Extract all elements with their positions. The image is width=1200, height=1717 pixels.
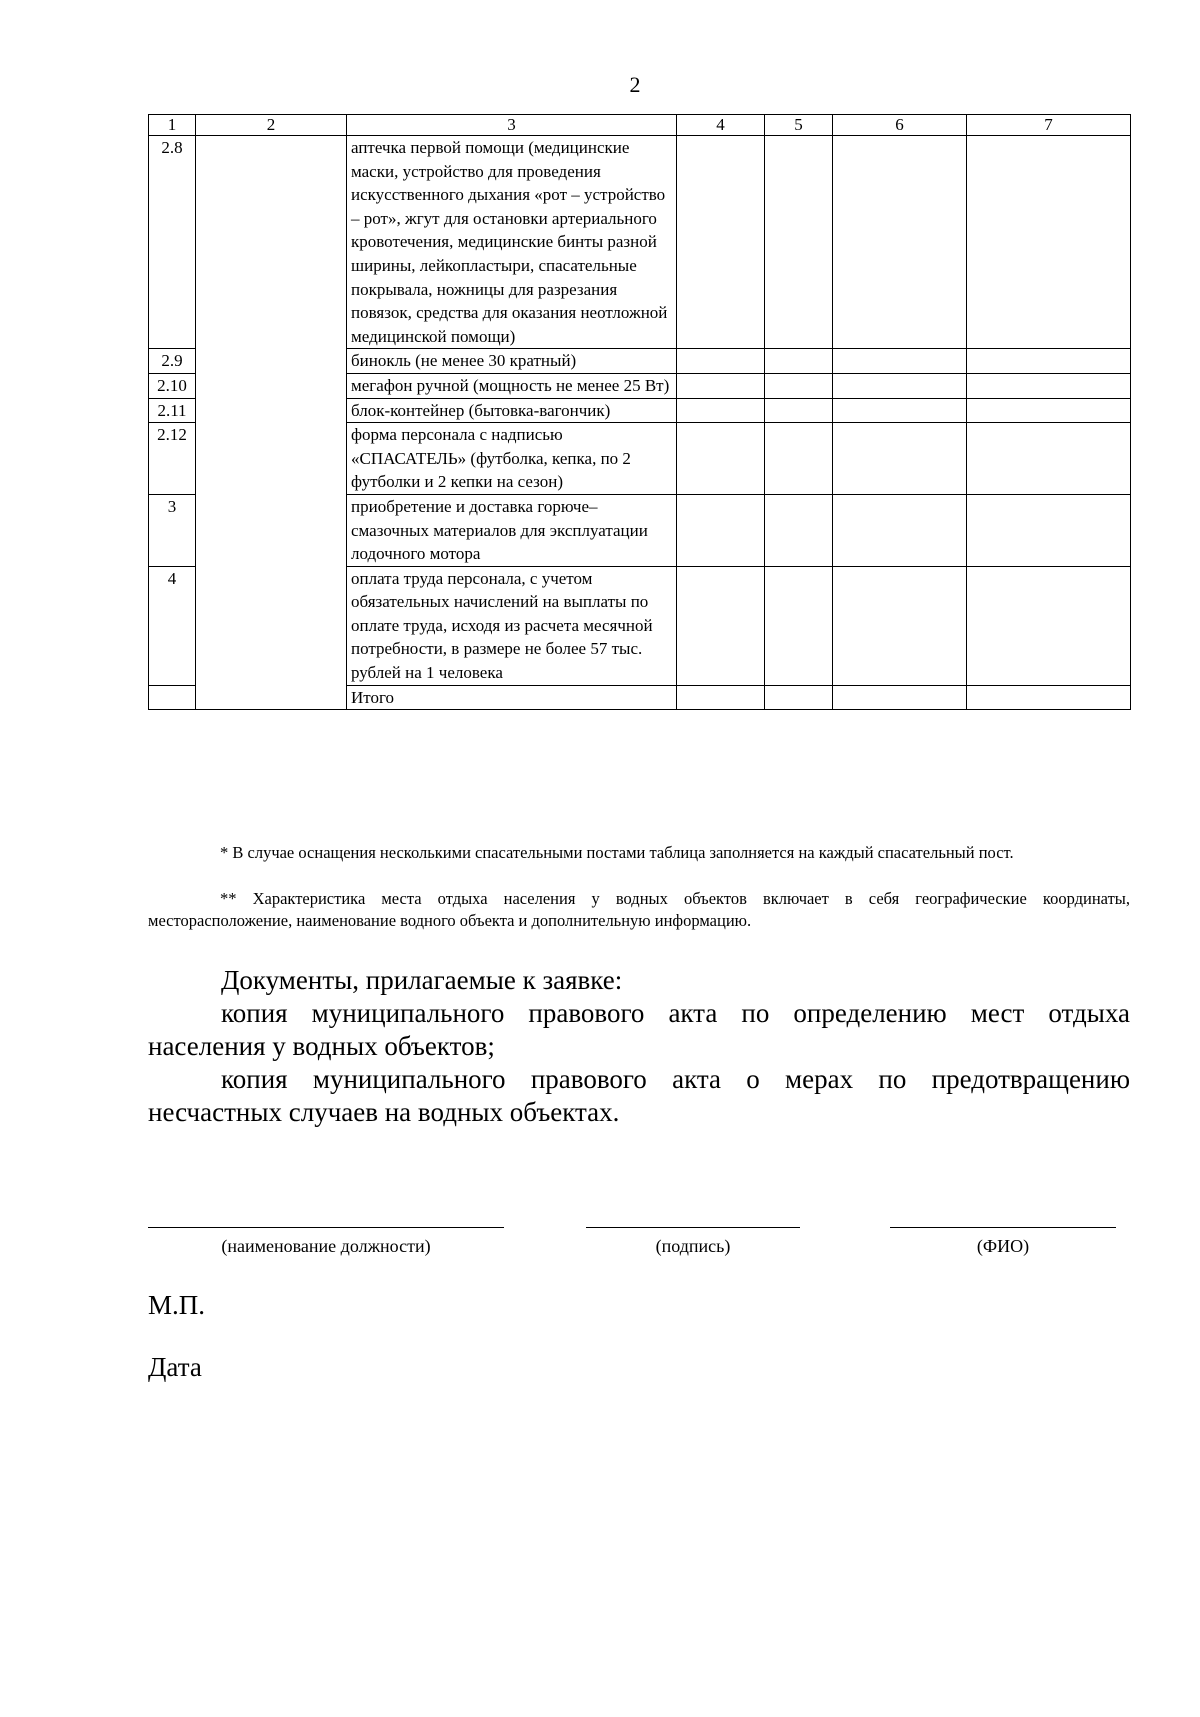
row-number: 2.12: [149, 423, 196, 495]
page-number: 2: [629, 72, 641, 97]
cell-col-2: [196, 566, 347, 685]
cell-col-4: [677, 494, 765, 566]
cell-col-5: [765, 685, 833, 710]
date-label: Дата: [148, 1352, 202, 1382]
cell-col-5: [765, 136, 833, 349]
cell-col-6: [833, 685, 967, 710]
cell-col-4: [677, 373, 765, 398]
header-col-7: 7: [967, 115, 1131, 136]
attached-documents: [148, 964, 1130, 1129]
cell-col-6: [833, 494, 967, 566]
cell-col-5: [765, 423, 833, 495]
cell-col-4: [677, 398, 765, 423]
cell-col-2: [196, 398, 347, 423]
cell-col-7: [967, 685, 1131, 710]
row-description: форма персонала с надписью «СПАСАТЕЛЬ» (футболка, кепка, по 2 футболки и 2 кепки на сезон): [347, 423, 677, 495]
row-number: 2.10: [149, 373, 196, 398]
row-description: аптечка первой помощи (медицинские маски, устройство для проведения искусственного дыхания «рот – устройство – рот», жгут для остановки артериального кровотечения, медицинские бинты разной ширины, лейкопластыри, спасательные покрывала, ножницы для разрезания повязок, средства для оказания неотложной медицинской помощи): [347, 136, 677, 349]
cell-col-4: [677, 136, 765, 349]
cell-col-7: [967, 494, 1131, 566]
row-number: 2.9: [149, 349, 196, 374]
equipment-table: [148, 114, 1131, 710]
cell-col-7: [967, 136, 1131, 349]
cell-col-6: [833, 566, 967, 685]
row-number: 3: [149, 494, 196, 566]
cell-col-5: [765, 398, 833, 423]
position-signature-line: [148, 1227, 504, 1228]
cell-col-4: [677, 685, 765, 710]
signature-label: (подпись): [655, 1236, 731, 1256]
cell-col-6: [833, 398, 967, 423]
cell-col-5: [765, 566, 833, 685]
table-row: [149, 566, 1131, 685]
table-header-row: [149, 115, 1131, 136]
header-col-2: 2: [196, 115, 347, 136]
cell-col-2: [196, 685, 347, 710]
row-description: блок-контейнер (бытовка-вагончик): [347, 398, 677, 423]
cell-col-7: [967, 423, 1131, 495]
row-description: оплата труда персонала, с учетом обязательных начислений на выплаты по оплате труда, исходя из расчета месячной потребности, в размере не более 57 тыс. рублей на 1 человека: [347, 566, 677, 685]
cell-col-2: [196, 494, 347, 566]
cell-col-6: [833, 423, 967, 495]
cell-col-5: [765, 373, 833, 398]
header-col-1: 1: [149, 115, 196, 136]
name-signature-line: [890, 1227, 1116, 1228]
cell-col-2: [196, 423, 347, 495]
cell-col-2: [196, 136, 347, 349]
table-row: [149, 373, 1131, 398]
footnote-1: * В случае оснащения несколькими спасательными постами таблица заполняется на каждый спасательный пост.: [220, 843, 1014, 862]
row-description: Итого: [347, 685, 677, 710]
cell-col-6: [833, 136, 967, 349]
row-number: [149, 685, 196, 710]
stamp-label: М.П.: [148, 1290, 206, 1320]
position-label: (наименование должности): [221, 1236, 431, 1256]
cell-col-7: [967, 398, 1131, 423]
table-row: [149, 494, 1131, 566]
cell-col-4: [677, 423, 765, 495]
header-col-5: 5: [765, 115, 833, 136]
cell-col-4: [677, 566, 765, 685]
table-row: [149, 349, 1131, 374]
row-number: 2.8: [149, 136, 196, 349]
cell-col-7: [967, 566, 1131, 685]
table-total-row: [149, 685, 1131, 710]
row-number: 2.11: [149, 398, 196, 423]
table-row: [149, 136, 1131, 349]
signature-line: [586, 1227, 800, 1228]
header-col-3: 3: [347, 115, 677, 136]
document-item: копия муниципального правового акта по определению мест отдыха населения у водных объектов;: [148, 998, 1130, 1061]
cell-col-6: [833, 373, 967, 398]
cell-col-2: [196, 349, 347, 374]
row-description: приобретение и доставка горюче–смазочных материалов для эксплуатации лодочного мотора: [347, 494, 677, 566]
cell-col-6: [833, 349, 967, 374]
documents-heading: Документы, прилагаемые к заявке:: [221, 965, 623, 995]
row-description: мегафон ручной (мощность не менее 25 Вт): [347, 373, 677, 398]
header-col-4: 4: [677, 115, 765, 136]
footnote-2: ** Характеристика места отдыха населения у водных объектов включает в себя географические координаты, месторасположение, наименование водного объекта и дополнительную информацию.: [148, 889, 1130, 930]
cell-col-5: [765, 349, 833, 374]
cell-col-5: [765, 494, 833, 566]
cell-col-2: [196, 373, 347, 398]
document-item: копия муниципального правового акта о мерах по предотвращению несчастных случаев на водных объектах.: [148, 1064, 1130, 1127]
row-number: 4: [149, 566, 196, 685]
cell-col-7: [967, 349, 1131, 374]
header-col-6: 6: [833, 115, 967, 136]
cell-col-4: [677, 349, 765, 374]
table-row: [149, 423, 1131, 495]
row-description: бинокль (не менее 30 кратный): [347, 349, 677, 374]
table-row: [149, 398, 1131, 423]
name-label: (ФИО): [976, 1236, 1030, 1256]
cell-col-7: [967, 373, 1131, 398]
